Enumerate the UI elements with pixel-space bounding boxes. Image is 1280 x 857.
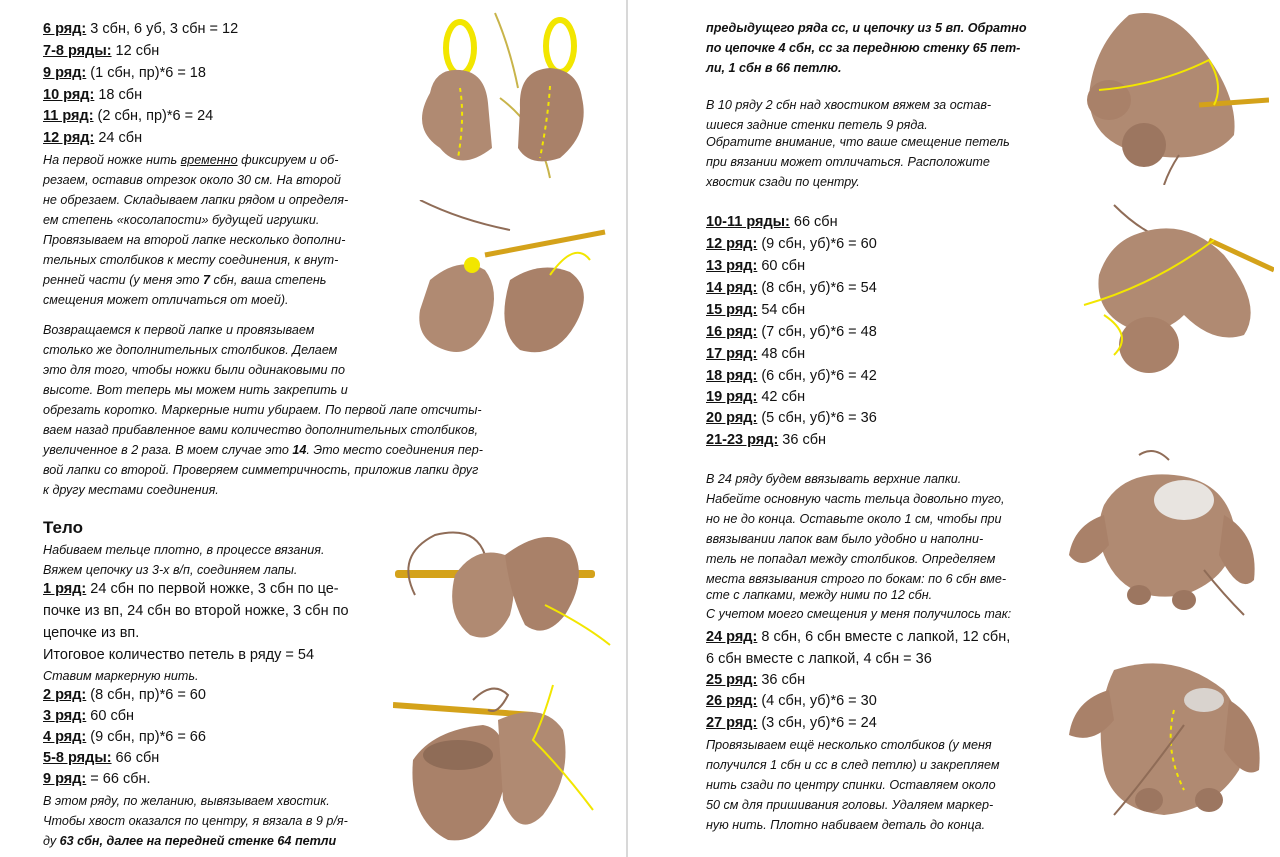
total-stitches: Итоговое количество петель в ряду = 54: [43, 647, 315, 663]
row-17: 17 ряд: 48 сбн: [706, 346, 806, 362]
para-line: Вяжем цепочку из 3-х в/п, соединяем лапы.: [43, 563, 298, 577]
row-19: 19 ряд: 42 сбн: [706, 389, 806, 405]
photo-body-arms: [1064, 445, 1264, 620]
left-page: [0, 0, 626, 857]
section-heading: Тело: [43, 518, 83, 537]
row-12: 12 ряд: 24 сбн: [43, 130, 143, 146]
row-12: 12 ряд: (9 сбн, уб)*6 = 60: [706, 236, 877, 252]
row-24: 24 ряд: 8 сбн, 6 сбн вместе с лапкой, 12 сбн,: [706, 629, 1011, 645]
para-line: получился 1 сбн и сс в след петлю) и закрепляем: [706, 758, 1000, 772]
row-10: 10 ряд: 18 сбн: [43, 87, 143, 103]
para-line: тельных столбиков к месту соединения, к внут-: [43, 253, 339, 267]
para-line: С учетом моего смещения у меня получилось так:: [706, 607, 1012, 621]
row-9b: 9 ряд: = 66 сбн.: [43, 771, 151, 787]
right-page: [629, 0, 1280, 857]
para-line: но не до конца. Оставьте около 1 см, чтобы при: [706, 512, 1002, 526]
para-line: Набиваем тельце плотно, в процессе вязания.: [43, 543, 325, 557]
page-divider: [626, 0, 628, 857]
para-line: ли, 1 сбн в 66 петлю.: [706, 61, 842, 75]
photo-legs-markers: [400, 8, 610, 188]
photo-body-side: [1074, 195, 1274, 385]
para-line: не обрезаем. Складываем лапки рядом и определя-: [43, 193, 349, 207]
para-line: высоте. Вот теперь мы можем нить закрепить и: [43, 383, 348, 397]
para-line: предыдущего ряда сс, и цепочку из 5 вп. Обратно: [706, 21, 1027, 35]
row-11: 11 ряд: (2 сбн, пр)*6 = 24: [43, 108, 214, 124]
para-line: шиеся задние стенки петель 9 ряда.: [706, 118, 928, 132]
photo-body-hook: [1069, 5, 1269, 185]
para-line: 50 см для пришивания головы. Удаляем маркер-: [706, 798, 994, 812]
para-line: Провязываем на второй лапке несколько дополни-: [43, 233, 346, 247]
para-line: вой лапки со второй. Проверяем симметричность, приложив лапки друг: [43, 463, 479, 477]
photo-body-back: [1054, 650, 1269, 830]
row-18: 18 ряд: (6 сбн, уб)*6 = 42: [706, 368, 877, 384]
row-24-cont: 6 сбн вместе с лапкой, 4 сбн = 36: [706, 651, 932, 667]
para-line: обрезать коротко. Маркерные нити убираем. По первой лапе отсчиты-: [43, 403, 482, 417]
row-25: 25 ряд: 36 сбн: [706, 672, 806, 688]
para-line: Ставим маркерную нить.: [43, 669, 199, 683]
para-line: смещения может отличаться от моей).: [43, 293, 289, 307]
para-line: ренней части (у меня это 7 сбн, ваша степень: [43, 273, 327, 287]
row-26: 26 ряд: (4 сбн, уб)*6 = 30: [706, 693, 877, 709]
row-1-cont: почке из вп, 24 сбн во второй ножке, 3 сбн по: [43, 603, 349, 619]
para-line: В 24 ряду будем ввязывать верхние лапки.: [706, 472, 962, 486]
row-9: 9 ряд: (1 сбн, пр)*6 = 18: [43, 65, 206, 81]
para-line: сте с лапками, между ними по 12 сбн.: [706, 588, 933, 602]
photo-joined-legs: [395, 515, 615, 655]
row-5-8: 5-8 ряды: 66 сбн: [43, 750, 160, 766]
para-line: Провязываем ещё несколько столбиков (у меня: [706, 738, 992, 752]
row-27: 27 ряд: (3 сбн, уб)*6 = 24: [706, 715, 877, 731]
para-line: Обратите внимание, что ваше смещение петель: [706, 135, 1010, 149]
para-line: по цепочке 4 сбн, сс за переднюю стенку 65 пет-: [706, 41, 1021, 55]
row-20: 20 ряд: (5 сбн, уб)*6 = 36: [706, 410, 877, 426]
row-14: 14 ряд: (8 сбн, уб)*6 = 54: [706, 280, 877, 296]
para-line: Возвращаемся к первой лапке и провязываем: [43, 323, 315, 337]
para-line: ную нить. Плотно набиваем деталь до конца.: [706, 818, 986, 832]
row-3: 3 ряд: 60 сбн: [43, 708, 135, 724]
para-line: хвостик сзади по центру.: [706, 175, 860, 189]
photo-legs-hook: [400, 200, 610, 370]
row-1-cont: цепочке из вп.: [43, 625, 140, 641]
para-line: резаем, оставив отрезок около 30 см. На второй: [43, 173, 341, 187]
row-15: 15 ряд: 54 сбн: [706, 302, 806, 318]
para-line: места ввязывания строго по бокам: по 6 сбн вме-: [706, 572, 1007, 586]
para-line: ем степень «косолапости» будущей игрушки.: [43, 213, 320, 227]
para-line: тель не попадал между столбиков. Определяем: [706, 552, 996, 566]
row-7-8: 7-8 ряды: 12 сбн: [43, 43, 160, 59]
para-line: В 10 ряду 2 сбн над хвостиком вяжем за остав-: [706, 98, 992, 112]
row-4: 4 ряд: (9 сбн, пр)*6 = 66: [43, 729, 206, 745]
para-line: столько же дополнительных столбиков. Делаем: [43, 343, 338, 357]
row-21-23: 21-23 ряд: 36 сбн: [706, 432, 827, 448]
row-13: 13 ряд: 60 сбн: [706, 258, 806, 274]
para-line: увеличенное в 2 раза. В моем случае это 14. Это место соединения пер-: [43, 443, 483, 457]
photo-tail: [393, 680, 613, 855]
para-line: Набейте основную часть тельца довольно туго,: [706, 492, 1005, 506]
row-6: 6 ряд: 3 сбн, 6 уб, 3 сбн = 12: [43, 21, 239, 37]
row-1: 1 ряд: 24 сбн по первой ножке, 3 сбн по це-: [43, 581, 339, 597]
para-line: ду 63 сбн, далее на передней стенке 64 петли: [43, 834, 337, 848]
para-line: На первой ножке нить временно фиксируем и об-: [43, 153, 339, 167]
para-line: ваем назад прибавленное вами количество дополнительных столбиков,: [43, 423, 479, 437]
row-2: 2 ряд: (8 сбн, пр)*6 = 60: [43, 687, 206, 703]
para-line: к другу местами соединения.: [43, 483, 219, 497]
para-line: при вязании может отличаться. Расположите: [706, 155, 990, 169]
para-line: нить сзади по центру спинки. Оставляем около: [706, 778, 996, 792]
para-line: Чтобы хвост оказался по центру, я вязала в 9 р/я-: [43, 814, 348, 828]
para-line: В этом ряду, по желанию, вывязываем хвостик.: [43, 794, 330, 808]
row-10-11: 10-11 ряды: 66 сбн: [706, 214, 838, 230]
row-16: 16 ряд: (7 сбн, уб)*6 = 48: [706, 324, 877, 340]
para-line: ввязывании лапок вам было удобно и наполни-: [706, 532, 984, 546]
para-line: это для того, чтобы ножки были одинаковыми по: [43, 363, 345, 377]
